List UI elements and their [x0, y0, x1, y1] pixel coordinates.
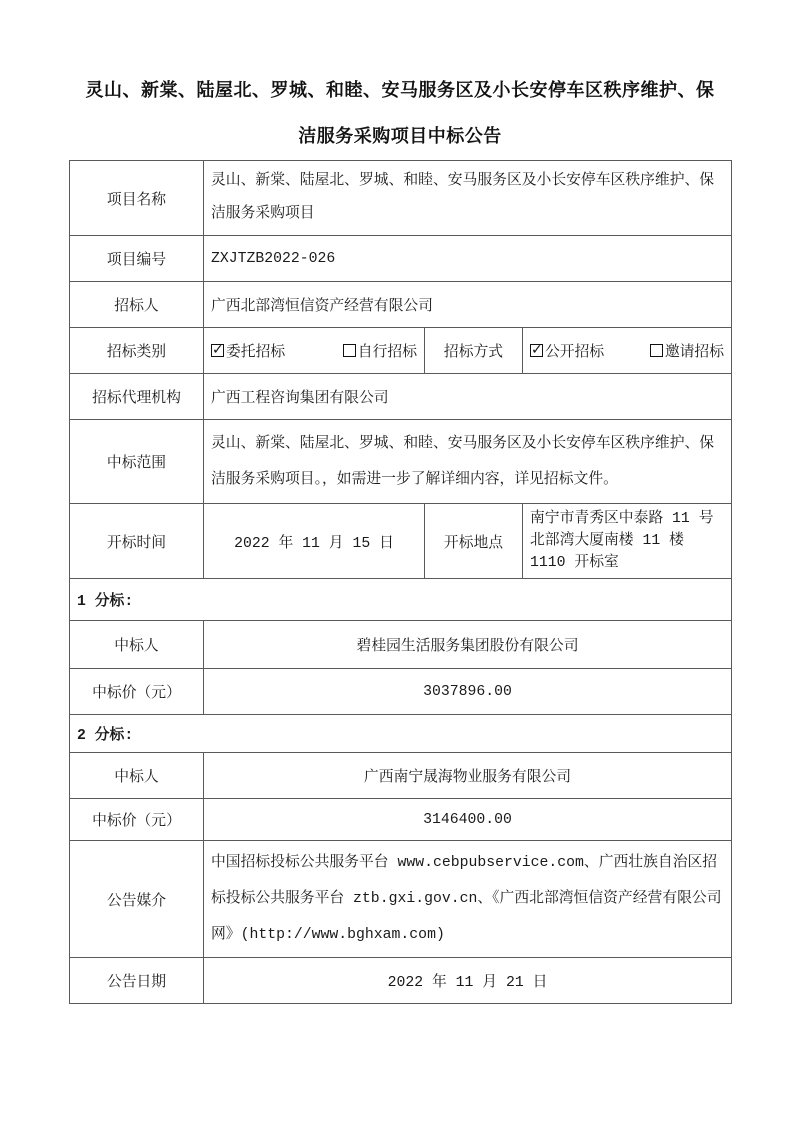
award-scope-label: 中标范围 — [70, 420, 204, 504]
project-name-value: 灵山、新棠、陆屋北、罗城、和睦、安马服务区及小长安停车区秩序维护、保洁服务采购项目 — [204, 161, 732, 236]
option-label: 委托招标 — [226, 345, 286, 361]
lot1-winner-label: 中标人 — [70, 621, 204, 669]
option-label: 自行招标 — [357, 345, 417, 361]
row-lot1-price — [70, 669, 732, 715]
row-tenderer — [70, 282, 732, 328]
tenderer-value: 广西北部湾恒信资产经营有限公司 — [204, 282, 732, 328]
bid-method-option-open — [530, 340, 604, 361]
bid-category-options — [204, 328, 425, 374]
row-lot1-winner — [70, 621, 732, 669]
row-project-name — [70, 161, 732, 236]
opening-place-value: 南宁市青秀区中泰路 11 号北部湾大厦南楼 11 楼 1110 开标室 — [523, 504, 732, 579]
bid-method-options — [523, 328, 732, 374]
lot1-heading: 1 分标: — [70, 579, 732, 621]
award-scope-value: 灵山、新棠、陆屋北、罗城、和睦、安马服务区及小长安停车区秩序维护、保洁服务采购项目。，如需进一步了解详细内容，详见招标文件。 — [204, 420, 732, 504]
row-announce-date — [70, 958, 732, 1004]
announcement-table — [69, 160, 732, 1004]
row-lot2-price — [70, 799, 732, 841]
project-name-label: 项目名称 — [70, 161, 204, 236]
project-number-value: ZXJTZB2022-026 — [204, 236, 732, 282]
lot2-heading: 2 分标: — [70, 715, 732, 753]
lot2-winner-value: 广西南宁晟海物业服务有限公司 — [204, 753, 732, 799]
bid-category-option-self — [343, 340, 417, 361]
lot2-winner-label: 中标人 — [70, 753, 204, 799]
row-media — [70, 841, 732, 958]
checkbox-unchecked-icon — [343, 344, 356, 357]
checkbox-checked-icon: ✓ — [212, 342, 224, 358]
row-agency — [70, 374, 732, 420]
media-value: 中国招标投标公共服务平台 www.cebpubservice.com、广西壮族自治区招标投标公共服务平台 ztb.gxi.gov.cn、《广西北部湾恒信资产经营有限公司网》(http://www.bghxam.com) — [204, 841, 732, 958]
bid-method-option-row — [530, 340, 724, 361]
option-label: 邀请招标 — [664, 345, 725, 361]
opening-time-value: 2022 年 11 月 15 日 — [204, 504, 425, 579]
bid-method-label: 招标方式 — [425, 328, 523, 374]
row-award-scope — [70, 420, 732, 504]
agency-label: 招标代理机构 — [70, 374, 204, 420]
bid-category-label: 招标类别 — [70, 328, 204, 374]
lot2-price-label: 中标价（元） — [70, 799, 204, 841]
row-lot2-heading — [70, 715, 732, 753]
lot1-price-value: 3037896.00 — [204, 669, 732, 715]
project-number-label: 项目编号 — [70, 236, 204, 282]
media-label: 公告媒介 — [70, 841, 204, 958]
row-project-number — [70, 236, 732, 282]
agency-value: 广西工程咨询集团有限公司 — [204, 374, 732, 420]
announce-date-label: 公告日期 — [70, 958, 204, 1004]
announce-date-value: 2022 年 11 月 21 日 — [204, 958, 732, 1004]
opening-place-label: 开标地点 — [425, 504, 523, 579]
lot2-price-value: 3146400.00 — [204, 799, 732, 841]
lot1-winner-value: 碧桂园生活服务集团股份有限公司 — [204, 621, 732, 669]
bid-category-option-delegated — [211, 340, 285, 361]
tenderer-label: 招标人 — [70, 282, 204, 328]
opening-time-label: 开标时间 — [70, 504, 204, 579]
bid-method-option-invited — [650, 340, 724, 361]
checkbox-checked-icon: ✓ — [531, 342, 543, 358]
checkbox-unchecked-icon — [650, 344, 663, 357]
row-opening — [70, 504, 732, 579]
row-bid-category — [70, 328, 732, 374]
bid-category-option-row — [211, 340, 417, 361]
row-lot2-winner — [70, 753, 732, 799]
lot1-price-label: 中标价（元） — [70, 669, 204, 715]
option-label: 公开招标 — [545, 345, 605, 361]
page-title: 灵山、新棠、陆屋北、罗城、和睦、安马服务区及小长安停车区秩序维护、保洁服务采购项目中标公告 — [85, 80, 715, 147]
row-lot1-heading — [70, 579, 732, 621]
